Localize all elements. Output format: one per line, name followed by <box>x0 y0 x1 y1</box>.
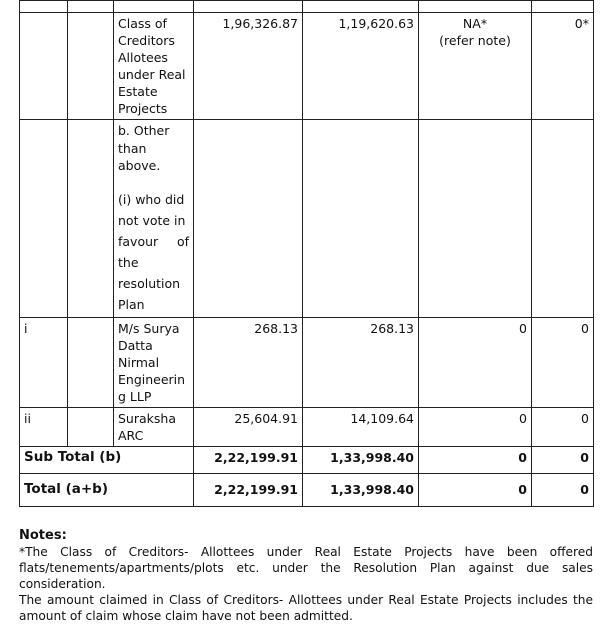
total-voting: 0 <box>419 473 532 506</box>
subtotal-admitted: 1,33,998.40 <box>303 446 419 473</box>
subtotal-label: Sub Total (b) <box>20 446 194 473</box>
table-row-subtotal <box>20 446 594 473</box>
last-value: 0 <box>532 317 594 407</box>
table-row-other <box>20 120 594 318</box>
subtotal-claimed: 2,22,199.91 <box>194 446 303 473</box>
subtotal-last: 0 <box>532 446 594 473</box>
table-row-total <box>20 473 594 506</box>
note-claim-amount: The amount claimed in Class of Creditors- Allottees under Real Estate Projects includes the amount of claim whose claim have not been admitted. <box>19 593 593 623</box>
creditor-name-cell: Class of Creditors Allotees under Real Estate Projects <box>114 13 194 120</box>
creditor-name-cell: Suraksha ARC <box>114 407 194 446</box>
amount-admitted: 268.13 <box>303 317 419 407</box>
last-value: 0* <box>532 13 594 120</box>
total-last: 0 <box>532 473 594 506</box>
subtotal-voting: 0 <box>419 446 532 473</box>
voting-share: 0 <box>419 407 532 446</box>
voting-share: 0 <box>419 317 532 407</box>
notes-section <box>19 528 593 624</box>
table-row-allotees <box>20 13 594 120</box>
claims-table <box>19 0 594 507</box>
note-allottees-offer: *The Class of Creditors- Allottees under Real Estate Projects have been offered flats/tenements/apartments/plots etc. under the Resolution Plan against due sales consideration. <box>19 545 593 591</box>
other-than-above-cell: b. Other than above. (i) who did not vote in favour of the resolution Plan <box>114 120 194 318</box>
notes-title: Notes: <box>19 528 67 543</box>
serial-number: ii <box>20 407 68 446</box>
total-admitted: 1,33,998.40 <box>303 473 419 506</box>
amount-claimed: 1,96,326.87 <box>194 13 303 120</box>
table-row-suraksha <box>20 407 594 446</box>
amount-claimed: 25,604.91 <box>194 407 303 446</box>
serial-number: i <box>20 317 68 407</box>
amount-admitted: 1,19,620.63 <box>303 13 419 120</box>
amount-claimed: 268.13 <box>194 317 303 407</box>
total-claimed: 2,22,199.91 <box>194 473 303 506</box>
last-value: 0 <box>532 407 594 446</box>
table-row-surya <box>20 317 594 407</box>
voting-share-cell: NA* (refer note) <box>419 13 532 120</box>
creditor-name-cell: M/s Surya Datta Nirmal Engineerin g LLP <box>114 317 194 407</box>
table-top-row <box>20 1 594 13</box>
total-label: Total (a+b) <box>20 473 194 506</box>
amount-admitted: 14,109.64 <box>303 407 419 446</box>
